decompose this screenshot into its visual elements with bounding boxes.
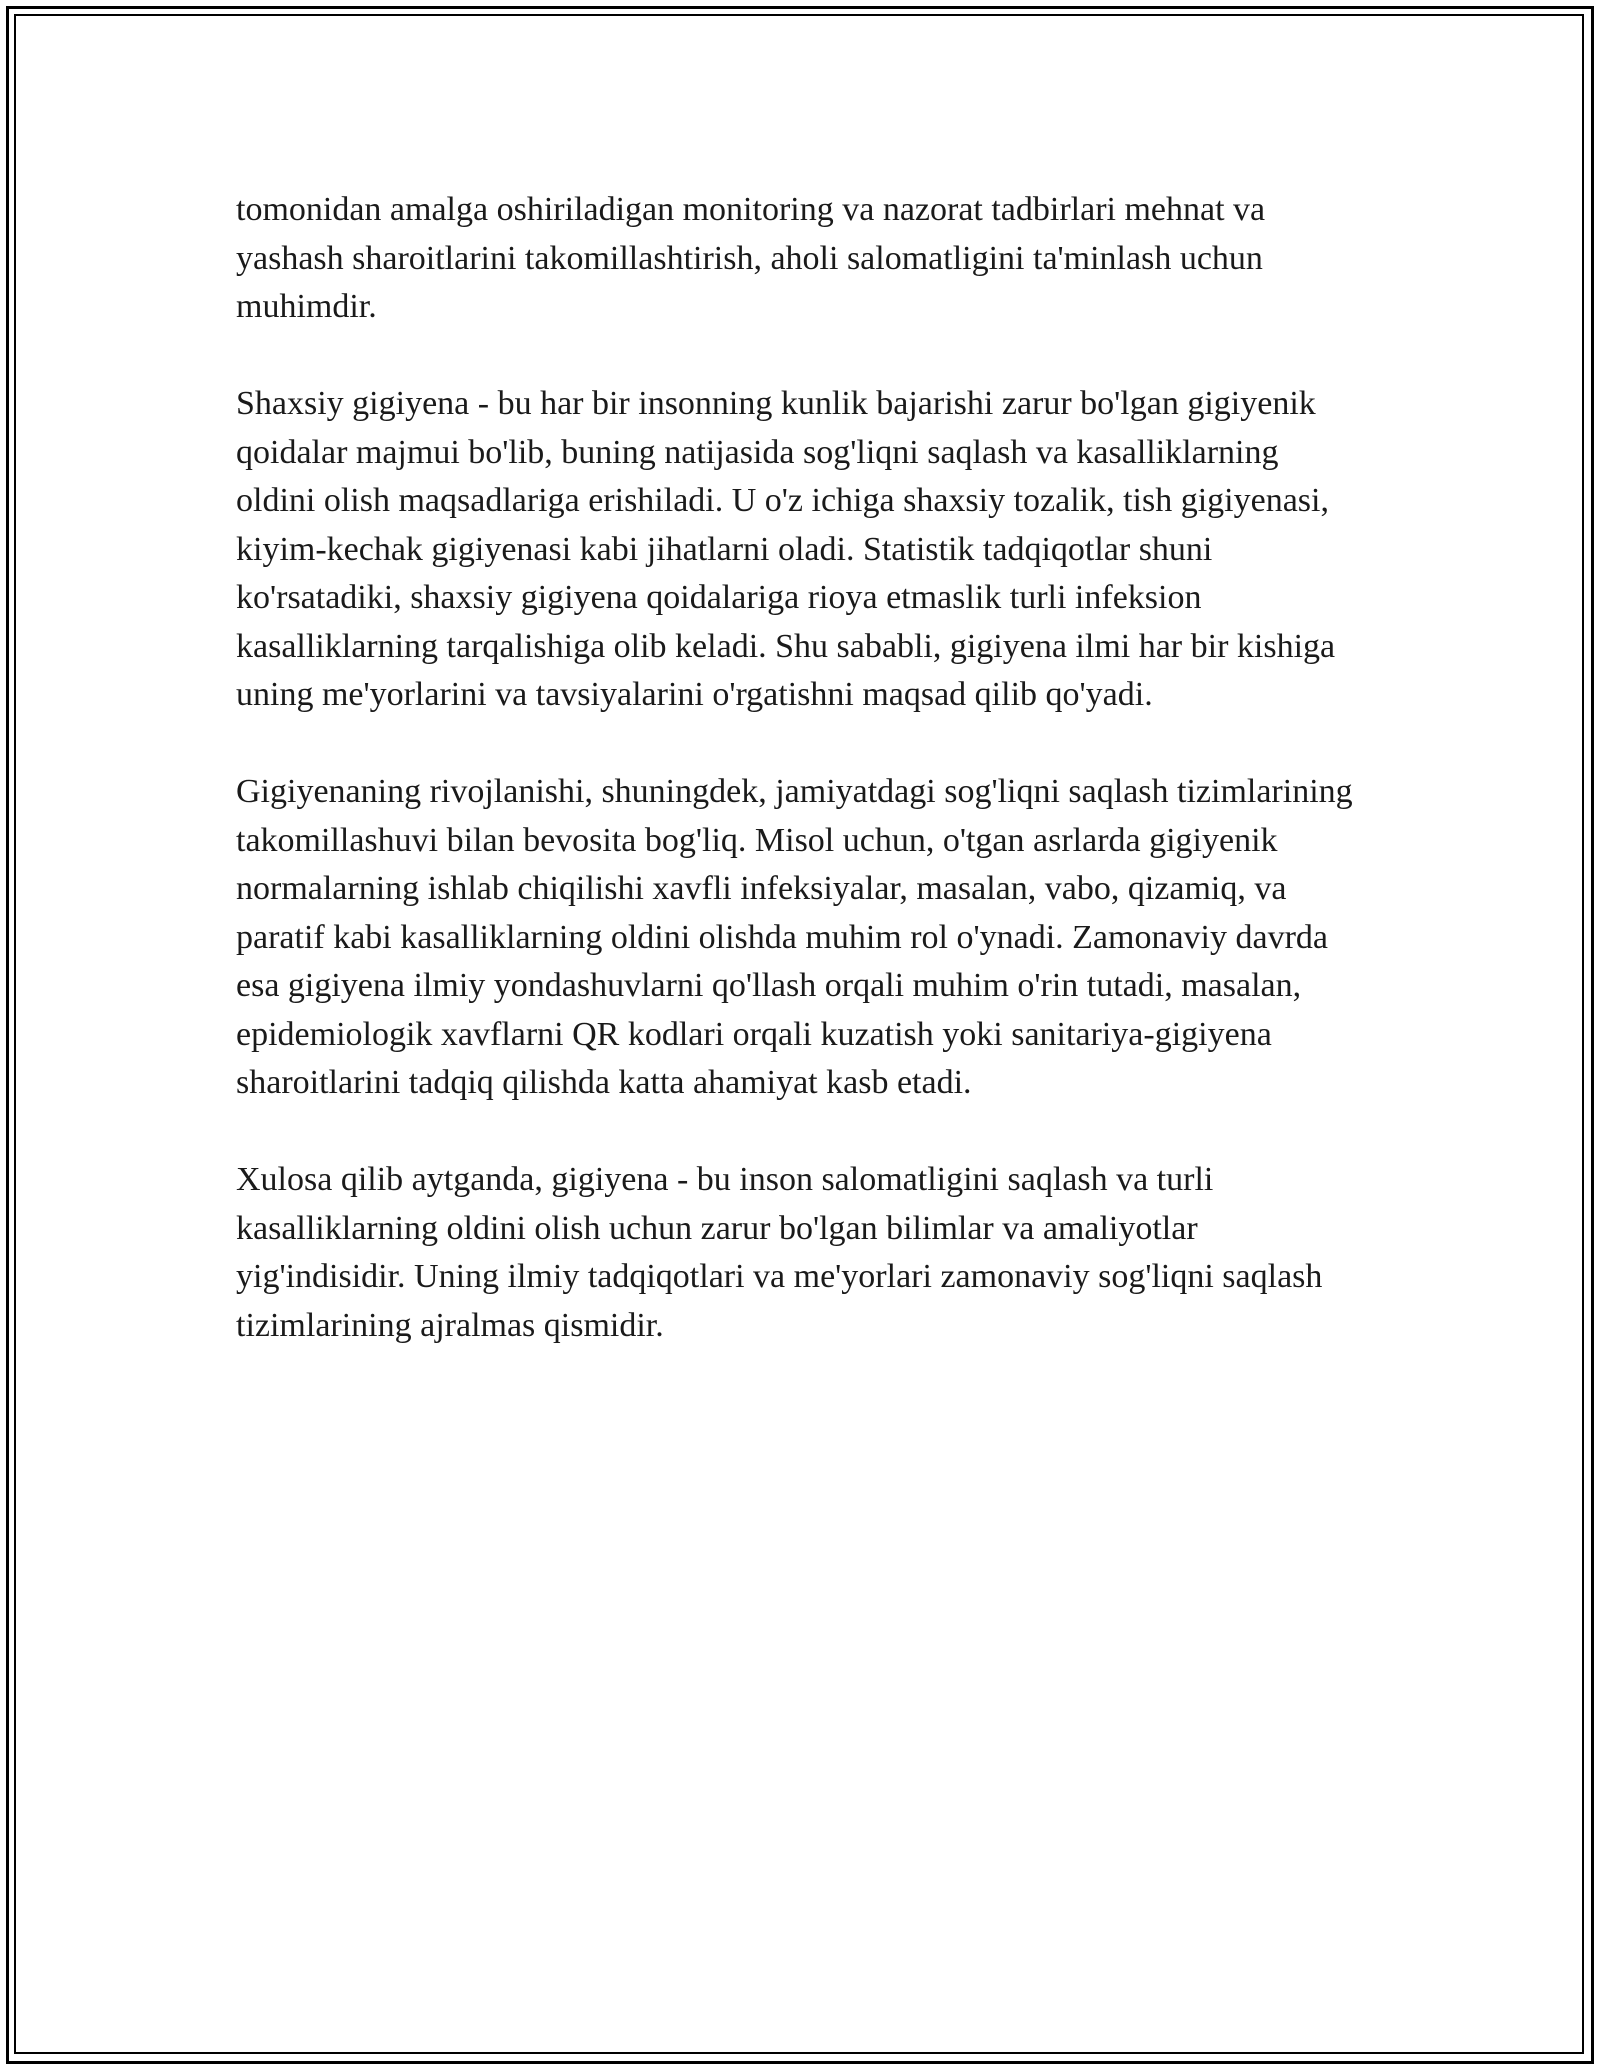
paragraph-3: Gigiyenaning rivojlanishi, shuningdek, jamiyatdagi sog'liqni saqlash tizimlarining takomillashuvi bilan bevosita bog'liq. Misol uchun, o'tgan asrlarda gigiyenik normalarning ishlab chiqilishi xavfli infeksiyalar, masalan, vabo, qizamiq, va paratif kabi kasalliklarning oldini olishda muhim rol o'ynadi. Zamonaviy davrda esa gigiyena ilmiy yondashuvlarni qo'llash orqali muhim o'rin tutadi, masalan, epidemiologik xavflarni QR kodlari orqali kuzatish yoki sanitariya-gigiyena sharoitlarini tadqiq qilishda katta ahamiyat kasb etadi. xyxy=(236,773,1353,1101)
paragraph-4: Xulosa qilib aytganda, gigiyena - bu inson salomatligini saqlash va turli kasalliklarning oldini olish uchun zarur bo'lgan bilimlar va amaliyotlar yig'indisidir. Uning ilmiy tadqiqotlari va me'yorlari zamonaviy sog'liqni saqlash tizimlarining ajralmas qismidir. xyxy=(236,1161,1323,1344)
document-body xyxy=(236,186,1366,1399)
paragraph-2: Shaxsiy gigiyena - bu har bir insonning kunlik bajarishi zarur bo'lgan gigiyenik qoidalar majmui bo'lib, buning natijasida sog'liqni saqlash va kasalliklarning oldini olish maqsadlariga erishiladi. U o'z ichiga shaxsiy tozalik, tish gigiyenasi, kiyim-kechak gigiyenasi kabi jihatlarni oladi. Statistik tadqiqotlar shuni ko'rsatadiki, shaxsiy gigiyena qoidalariga rioya etmaslik turli infeksion kasalliklarning tarqalishiga olib keladi. Shu sababli, gigiyena ilmi har bir kishiga uning me'yorlarini va tavsiyalarini o'rgatishni maqsad qilib qo'yadi. xyxy=(236,385,1336,713)
paragraph-1: tomonidan amalga oshiriladigan monitoring va nazorat tadbirlari mehnat va yashash sharoitlarini takomillashtirish, aholi salomatligini ta'minlash uchun muhimdir. xyxy=(236,191,1266,325)
